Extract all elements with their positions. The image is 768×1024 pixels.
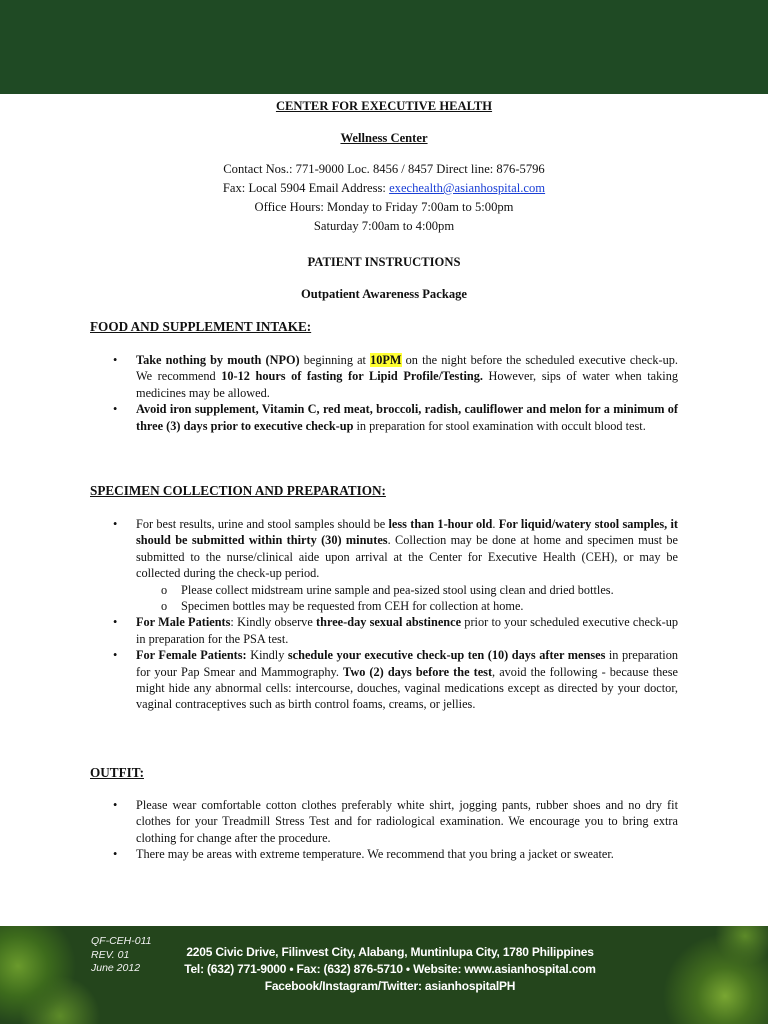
email-link[interactable]: exechealth@asianhospital.com [389, 180, 546, 195]
revision: REV. 01 [91, 948, 130, 961]
outfit-list [110, 797, 678, 863]
specimen-sublist [136, 582, 678, 615]
list-item: • Avoid iron supplement, Vitamin C, red meat, broccoli, radish, cauliflower and melon for a minimum of three (3) days prior to executive check-up in preparation for stool examination with occult blood test. [110, 401, 678, 434]
contact-line: Contact Nos.: 771-9000 Loc. 8456 / 8457 Direct line: 876-5796 [223, 161, 545, 176]
document-title: CENTER FOR EXECUTIVE HEALTH [275, 99, 493, 113]
sub-list-item: o Please collect midstream urine sample and pea-sized stool using clean and dried bottles. [136, 582, 678, 598]
food-heading: FOOD AND SUPPLEMENT INTAKE: [90, 319, 312, 334]
time-highlight: 10PM [370, 353, 402, 367]
form-code: QF-CEH-011 [91, 935, 152, 947]
office-hours: Office Hours: Monday to Friday 7:00am to 5:00pm [254, 200, 514, 215]
footer-address: 2205 Civic Drive, Filinvest City, Alabang, Muntinlupa City, 1780 Philippines [186, 945, 594, 959]
revision-date: June 2012 [91, 962, 141, 974]
footer-address-block [180, 944, 600, 995]
form-revision-block [91, 935, 151, 976]
list-item: • There may be areas with extreme temperature. We recommend that you bring a jacket or sweater. [110, 846, 678, 862]
outfit-heading: OUTFIT: [90, 765, 144, 780]
fax-text: Fax: Local 5904 Email Address: [222, 180, 390, 195]
document-subtitle: Wellness Center [340, 131, 428, 146]
list-item: • For Female Patients: Kindly schedule your executive check-up ten (10) days after menses in preparation for your Pap Smear and Mammography. Two (2) days before the test, avoid the following - because these might hide any abnormal cells: intercourse, douches, vaginal medications except as directed by your doctor, vaginal contraceptives such as birth control foams, creams, or jellies. [110, 647, 678, 713]
footer-contact: Tel: (632) 771-9000 • Fax: (632) 876-5710 • Website: www.asianhospital.com [184, 962, 596, 976]
list-item: • Take nothing by mouth (NPO) beginning at 10PM on the night before the scheduled executive check-up. We recommend 10-12 hours of fasting for Lipid Profile/Testing. However, sips of water when taking medicines may be allowed. [110, 352, 678, 401]
list-item: • Please wear comfortable cotton clothes preferably white shirt, jogging pants, rubber shoes and no dry fit clothes for your Treadmill Stress Test and for radiological examination. We encourage you to bring extra clothing for change after the procedure. [110, 797, 678, 846]
specimen-list [110, 516, 678, 713]
food-list [110, 352, 678, 434]
header-band [0, 0, 768, 94]
list-item: • For Male Patients: Kindly observe three-day sexual abstinence prior to your scheduled executive check-up in preparation for the PSA test. [110, 614, 678, 647]
sub-list-item: o Specimen bottles may be requested from CEH for collection at home. [136, 598, 678, 614]
footer-social: Facebook/Instagram/Twitter: asianhospitalPH [264, 979, 516, 993]
package-title: Outpatient Awareness Package [300, 287, 468, 302]
specimen-heading: SPECIMEN COLLECTION AND PREPARATION: [90, 483, 386, 498]
saturday-hours: Saturday 7:00am to 4:00pm [313, 219, 455, 234]
list-item: • For best results, urine and stool samples should be less than 1-hour old. For liquid/watery stool samples, it should be submitted within thirty (30) minutes. Collection may be done at home and specimen must be submitted to the nurse/clinical aide upon arrival at the Center for Executive Health (CEH), or may be collected during the check-up period. o Please collect midstream urine sample and pea-sized stool using clean and dried bottles. o Specimen bottles may be requested from CEH for collection at home. [110, 516, 678, 614]
fax-email-line [0, 179, 768, 198]
footer-band [0, 926, 768, 1024]
instructions-title: PATIENT INSTRUCTIONS [307, 254, 461, 269]
